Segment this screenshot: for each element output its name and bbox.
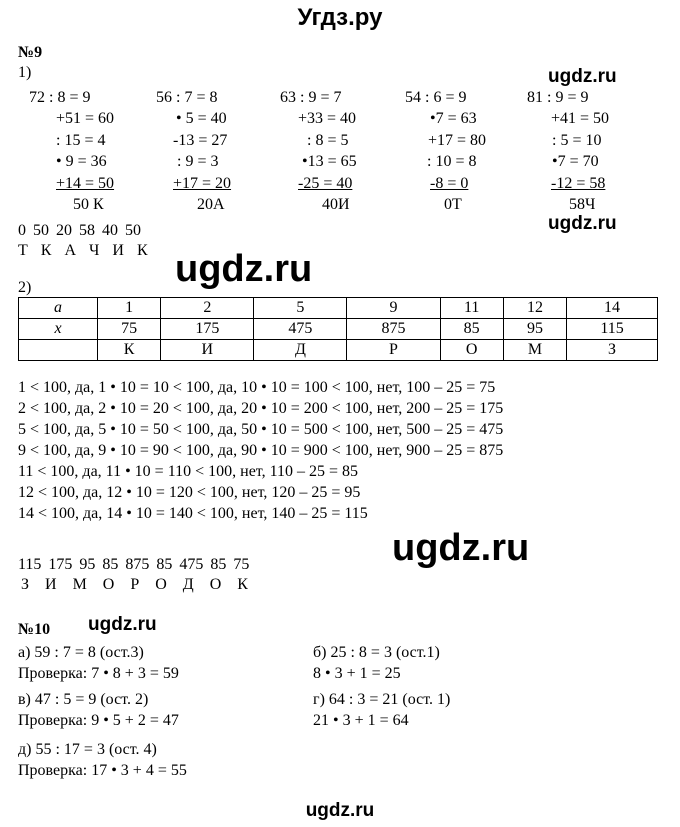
equation-line: -25 = 40 (298, 174, 353, 192)
table-cell: О (440, 340, 503, 361)
column-result: 20А (197, 196, 225, 214)
item-a: а) 59 : 7 = 8 (ост.3) (18, 644, 144, 661)
equation-line: • 9 = 36 (56, 153, 107, 171)
equation-line: +33 = 40 (298, 110, 357, 128)
equation-column-1 (29, 87, 114, 215)
check-lines (18, 377, 503, 524)
task9-label: №9 (18, 44, 43, 61)
equation-column-3 (280, 87, 357, 215)
site-title: Угдз.ру (297, 4, 383, 31)
equation-line: 81 : 9 = 9 (527, 89, 589, 106)
column-result: 58Ч (569, 196, 596, 214)
table-cell: К (98, 340, 161, 361)
table-cell: 175 (161, 319, 254, 340)
equation-line: : 9 = 3 (177, 153, 219, 171)
watermark: ugdz.ru (88, 614, 157, 635)
equation-line: -8 = 0 (430, 174, 469, 192)
table-row (19, 298, 658, 319)
answer1-numbers: 0 50 20 58 40 50 (18, 222, 141, 239)
part1-label: 1) (18, 64, 32, 81)
equation-line: • 5 = 40 (176, 110, 227, 128)
table-cell: 14 (567, 298, 658, 319)
item-a-check: Проверка: 7 • 8 + 3 = 59 (18, 665, 179, 682)
item-g: г) 64 : 3 = 21 (ост. 1) (313, 691, 451, 708)
equation-line: 72 : 8 = 9 (29, 89, 91, 106)
values-table (18, 297, 658, 361)
item-b-check: 8 • 3 + 1 = 25 (313, 665, 401, 682)
equation-line: •13 = 65 (302, 153, 357, 171)
table-cell: 12 (503, 298, 566, 319)
watermark: ugdz.ru (548, 213, 617, 234)
table-row (19, 340, 658, 361)
item-g-check: 21 • 3 + 1 = 64 (313, 712, 409, 729)
table-cell: 875 (347, 319, 440, 340)
equation-line: -13 = 27 (173, 131, 228, 149)
check-line: 14 < 100, да, 14 • 10 = 140 < 100, нет, 140 – 25 = 115 (18, 505, 368, 522)
equation-line: : 10 = 8 (427, 153, 477, 171)
column-result: 40И (322, 196, 350, 214)
equation-line: 63 : 9 = 7 (280, 89, 342, 106)
table-cell: 11 (440, 298, 503, 319)
equation-column-2 (156, 87, 231, 215)
table-cell: 2 (161, 298, 254, 319)
watermark: ugdz.ru (175, 248, 313, 290)
table-cell: 1 (98, 298, 161, 319)
row-x-label: x (19, 319, 98, 340)
equation-line: +14 = 50 (56, 174, 115, 192)
row-a-label: a (19, 298, 98, 319)
table-row (19, 319, 658, 340)
table-cell: И (161, 340, 254, 361)
table-cell: 75 (98, 319, 161, 340)
watermark: ugdz.ru (548, 66, 617, 87)
column-result: 50 К (73, 196, 104, 214)
table-cell: Д (254, 340, 347, 361)
equation-line: 54 : 6 = 9 (405, 89, 467, 106)
equation-column-4 (405, 87, 486, 215)
check-line: 5 < 100, да, 5 • 10 = 50 < 100, да, 50 • 10 = 500 < 100, нет, 500 – 25 = 475 (18, 421, 504, 438)
equation-line: +51 = 60 (56, 110, 115, 128)
task10-label: №10 (18, 621, 51, 638)
table-cell: 85 (440, 319, 503, 340)
answer1-letters: Т К А Ч И К (18, 242, 148, 259)
table-cell: 115 (567, 319, 658, 340)
equation-line: : 8 = 5 (307, 131, 349, 149)
item-d: д) 55 : 17 = 3 (ост. 4) (18, 741, 157, 758)
equation-column-5 (527, 87, 609, 215)
equation-line: •7 = 63 (430, 110, 477, 128)
equation-line: : 15 = 4 (56, 131, 106, 149)
column-result: 0Т (444, 196, 462, 214)
table-cell: З (567, 340, 658, 361)
equation-line: -12 = 58 (551, 174, 606, 192)
equation-line: •7 = 70 (552, 153, 599, 171)
equation-line: +17 = 20 (173, 174, 232, 192)
watermark: ugdz.ru (392, 527, 530, 569)
check-line: 2 < 100, да, 2 • 10 = 20 < 100, да, 20 • 10 = 200 < 100, нет, 200 – 25 = 175 (18, 400, 504, 417)
equation-line: : 5 = 10 (552, 131, 602, 149)
table-cell: М (503, 340, 566, 361)
equation-line: +41 = 50 (551, 110, 610, 128)
table-cell: 9 (347, 298, 440, 319)
check-line: 11 < 100, да, 11 • 10 = 110 < 100, нет, 110 – 25 = 85 (18, 463, 359, 480)
check-line: 12 < 100, да, 12 • 10 = 120 < 100, нет, 120 – 25 = 95 (18, 484, 361, 501)
part2-label: 2) (18, 279, 32, 296)
equation-line: 56 : 7 = 8 (156, 89, 218, 106)
item-d-check: Проверка: 17 • 3 + 4 = 55 (18, 762, 187, 779)
watermark: ugdz.ru (305, 800, 375, 821)
check-line: 9 < 100, да, 9 • 10 = 90 < 100, да, 90 • 10 = 900 < 100, нет, 900 – 25 = 875 (18, 442, 504, 459)
table-cell: 5 (254, 298, 347, 319)
answer2-numbers: 115 175 95 85 875 85 475 85 75 (18, 556, 250, 573)
table-cell: 95 (503, 319, 566, 340)
check-line: 1 < 100, да, 1 • 10 = 10 < 100, да, 10 • 10 = 100 < 100, нет, 100 – 25 = 75 (18, 379, 496, 396)
table-cell (19, 340, 98, 361)
item-b: б) 25 : 8 = 3 (ост.1) (313, 644, 440, 661)
table-cell: Р (347, 340, 440, 361)
item-v-check: Проверка: 9 • 5 + 2 = 47 (18, 712, 179, 729)
answer2-letters: З И М О Р О Д О К (21, 576, 248, 593)
equation-line: +17 = 80 (428, 131, 487, 149)
item-v: в) 47 : 5 = 9 (ост. 2) (18, 691, 149, 708)
table-cell: 475 (254, 319, 347, 340)
